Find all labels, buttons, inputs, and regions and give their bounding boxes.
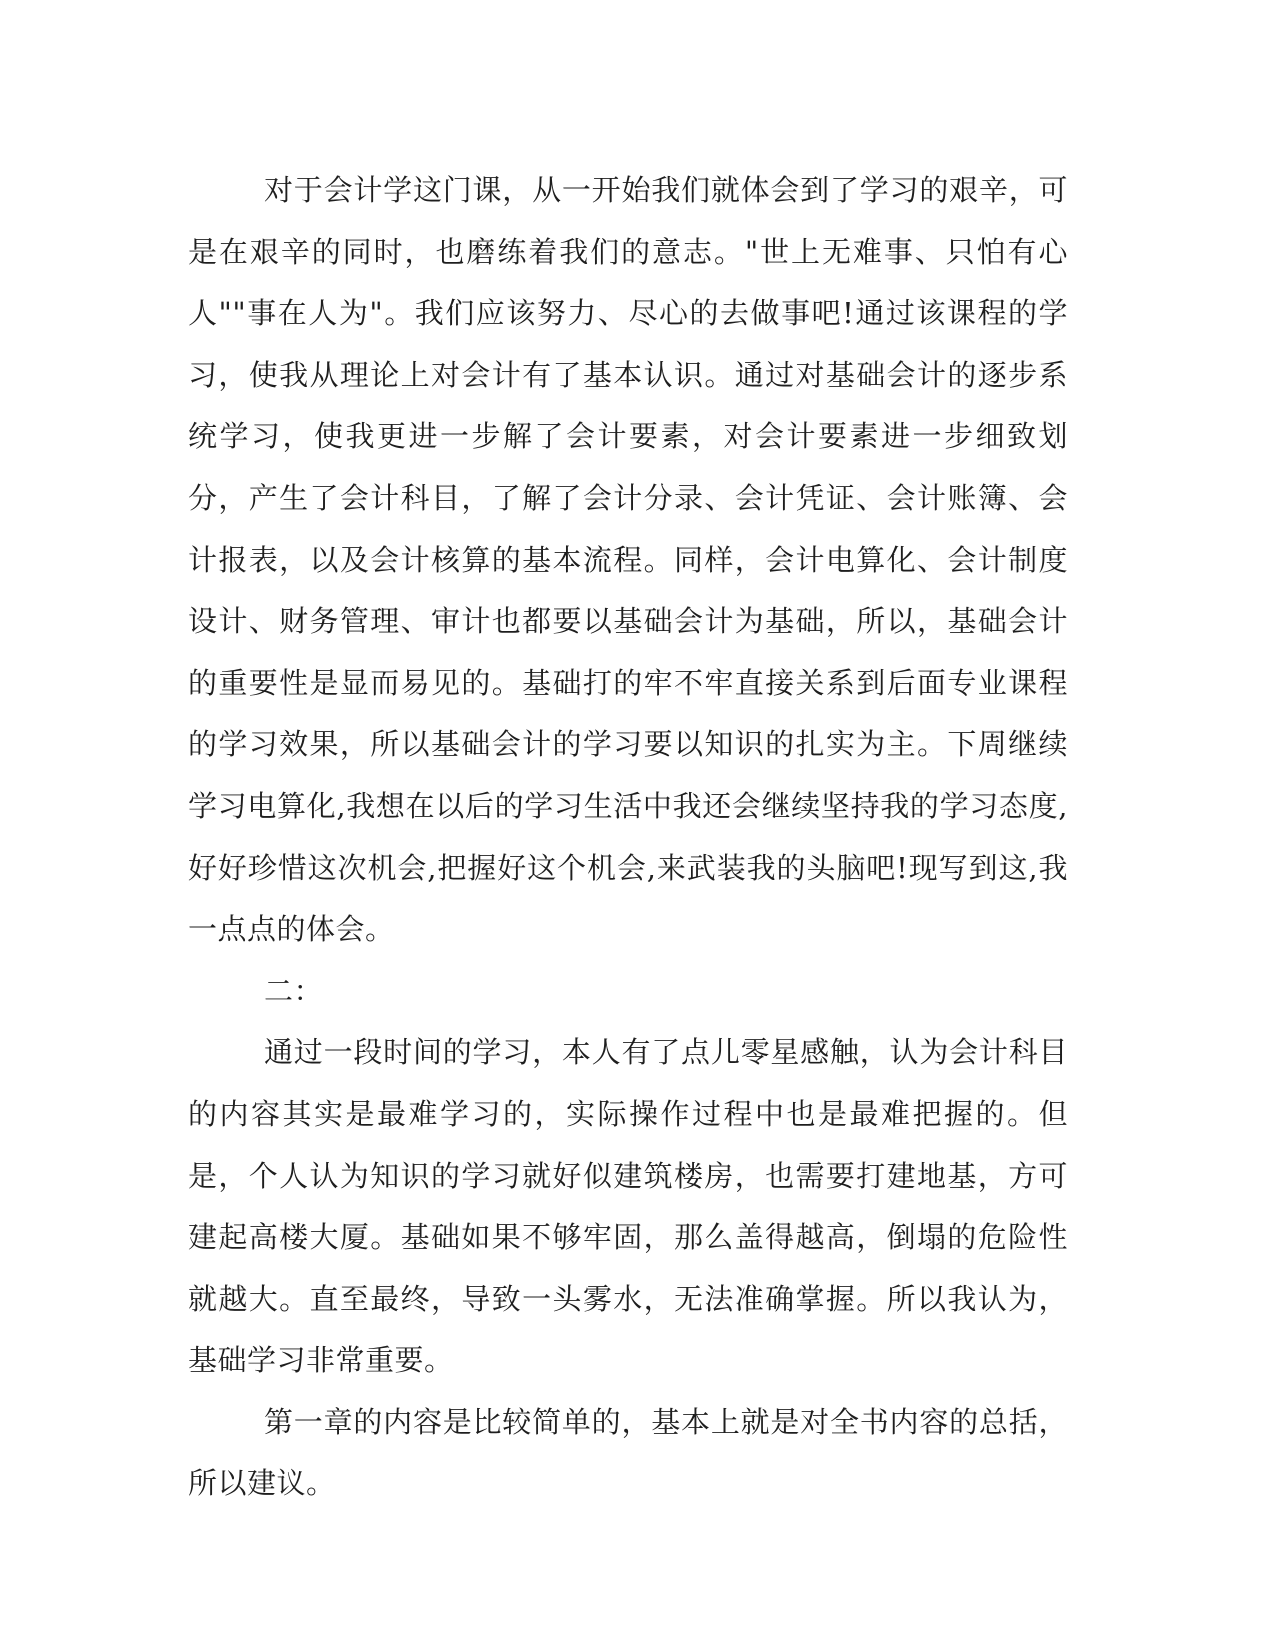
document-body: [188, 160, 1068, 1515]
paragraph-learning-foundation: 通过一段时间的学习，本人有了点儿零星感触，认为会计科目的内容其实是最难学习的，实际操作过程中也是最难把握的。但是，个人认为知识的学习就好似建筑楼房，也需要打建地基，方可建起高楼大厦。基础如果不够牢固，那么盖得越高，倒塌的危险性就越大。直至最终，导致一头雾水，无法准确掌握。所以我认为，基础学习非常重要。: [188, 1035, 1068, 1378]
section-heading-two: 二：: [264, 973, 324, 1008]
paragraph-chapter-one: 第一章的内容是比较简单的，基本上就是对全书内容的总括，所以建议。: [188, 1404, 1068, 1501]
paragraph-accounting-course-reflection: 对于会计学这门课，从一开始我们就体会到了学习的艰辛，可是在艰辛的同时，也磨练着我们的意志。"世上无难事、只怕有心人""事在人为"。我们应该努力、尽心的去做事吧!通过该课程的学习，使我从理论上对会计有了基本认识。通过对基础会计的逐步系统学习，使我更进一步解了会计要素，对会计要素进一步细致划分，产生了会计科目，了解了会计分录、会计凭证、会计账簿、会计报表，以及会计核算的基本流程。同样，会计电算化、会计制度设计、财务管理、审计也都要以基础会计为基础，所以，基础会计的重要性是显而易见的。基础打的牢不牢直接关系到后面专业课程的学习效果，所以基础会计的学习要以知识的扎实为主。下周继续学习电算化,我想在以后的学习生活中我还会继续坚持我的学习态度,好好珍惜这次机会,把握好这个机会,来武装我的头脑吧!现写到这,我一点点的体会。: [188, 173, 1068, 947]
